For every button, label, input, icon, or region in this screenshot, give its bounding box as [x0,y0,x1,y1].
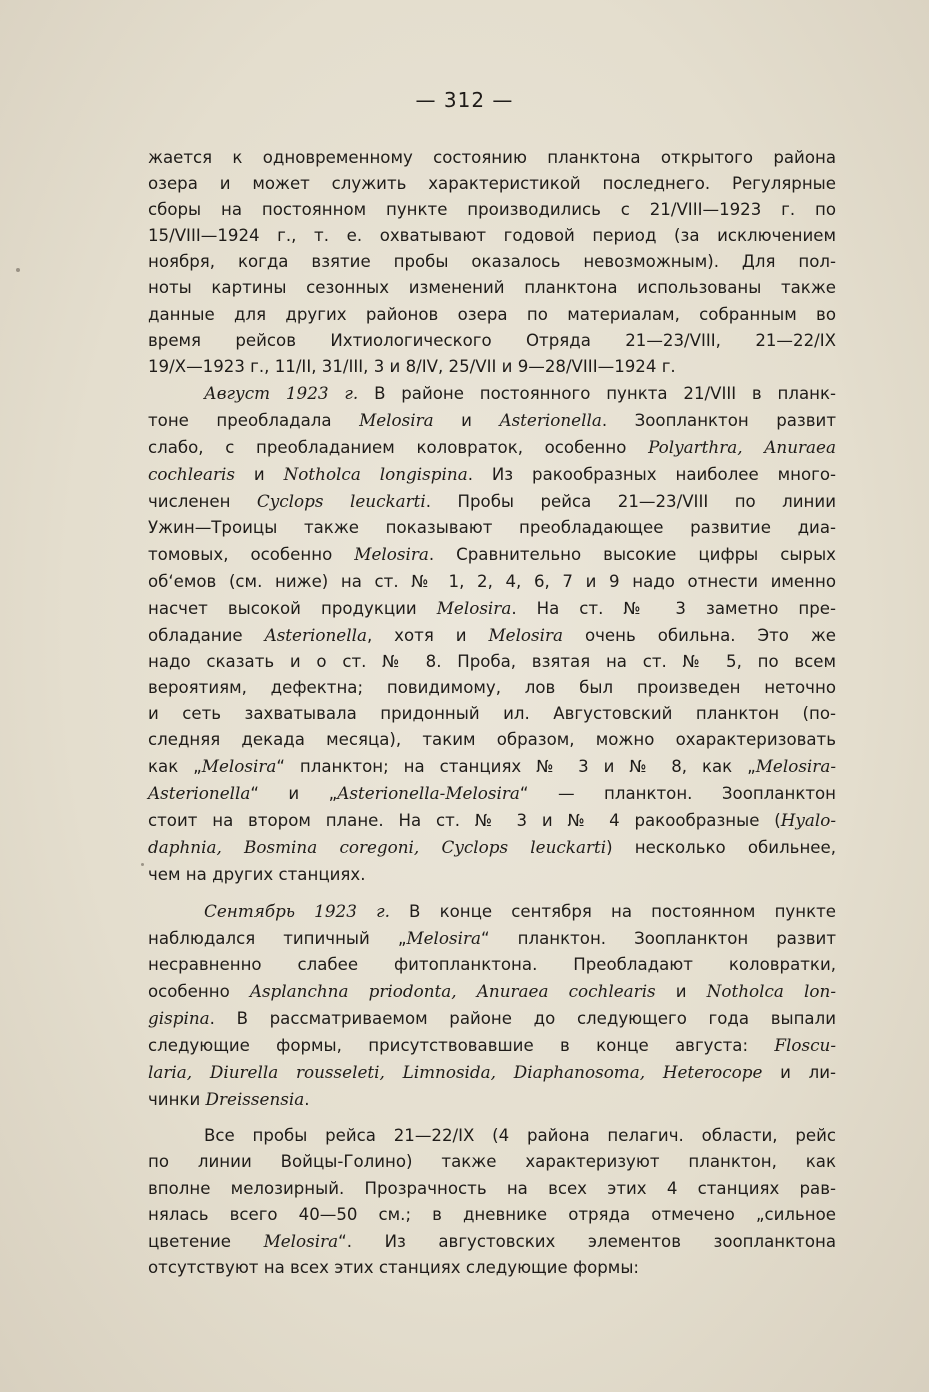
text-run: “ и „ [250,784,338,804]
print-speck [16,268,20,272]
text-run: ноты картины сезонных изменений планктона использованы также [148,278,836,298]
text-line [148,569,836,595]
text-run: ноября, когда взятие пробы оказалось невозможным). Для пол- [148,252,836,272]
text-run: цветение [148,1231,264,1251]
italic-term: Melosira [359,409,434,430]
text-line [148,1059,836,1086]
text-line [148,649,836,675]
text-line [148,145,836,171]
text-run: озера и может служить характеристикой последнего. Регулярные [148,174,836,194]
text-run: . Из ракообразных наиболее много- [467,465,836,485]
text-run: следняя декада месяца), таким образом, можно охарактеризовать [148,730,836,750]
text-run: , хотя и [366,625,489,645]
text-run: чем на других станциях. [148,864,366,884]
text-line [148,952,836,978]
text-line [148,807,836,834]
italic-term: Asplanchna priodonta, Anuraea cochlearis [249,980,656,1001]
text-run: “ планктон. Зоопланктон развит [481,928,836,948]
text-line [148,1176,836,1202]
text-run: и [235,465,284,485]
text-line [148,197,836,223]
text-run: и сеть захватывала придонный ил. Августовский планктон (по- [148,703,836,723]
text-run: . [304,1090,310,1110]
text-run: вероятиям, дефектна; повидимому, лов был произведен неточно [148,677,836,697]
italic-term: Melosira [488,624,564,645]
text-line [148,171,836,197]
text-run: В конце сентября на постоянном пункте [389,901,836,921]
italic-term: daphnia, Bosmina coregoni, Cyclops leuckarti [148,837,607,858]
text-run: Все пробы рейса 21—22/IX (4 района пелагич. области, рейс [204,1126,836,1146]
text-run: несравненно слабее фитопланктона. Преобладают коловратки, [148,954,836,974]
text-line [148,780,836,807]
text-line [148,515,836,541]
text-run: особенно [148,981,250,1001]
text-line [148,898,836,925]
italic-term: Cyclops leuckarti [256,491,426,512]
text-line [148,275,836,301]
text-run: В районе постоянного пункта 21/VIII в планк- [358,383,836,403]
text-line [148,727,836,753]
text-run: и [655,981,707,1001]
text-run: данные для других районов озера по материалам, собранным во [148,304,836,324]
paragraph-august-1923 [148,380,836,888]
text-run: насчет высокой продукции [148,598,437,618]
text-run: вполне мелозирный. Прозрачность на всех этих 4 станциях рав- [148,1178,836,1198]
paragraph-intro [148,145,836,380]
text-line [148,862,836,888]
text-run: . В рассматриваемом районе до следующего года выпали [209,1009,836,1028]
italic-term: Polyarthra, Anuraea [648,437,836,458]
italic-term: Asterionella-Melosira [337,783,520,804]
text-run: по линии Войцы-Голино) также характеризуют планктон, как [148,1152,836,1172]
italic-term: Август 1923 г. [204,382,359,403]
text-line [148,434,836,461]
text-run: обладание [148,625,265,645]
text-line [148,223,836,249]
text-run: 15/VIII—1924 г., т. е. охватывают годовой период (за исключением [148,226,836,246]
italic-term: Asterionella [499,409,602,430]
text-line [148,834,836,861]
text-line [148,461,836,488]
text-run: как „ [148,757,202,777]
text-run: сборы на постоянном пункте производились с 21/VIII—1923 г. по [148,200,836,220]
text-run: численен [148,492,257,512]
text-run: . Пробы рейса 21—23/VIII по линии [425,492,836,512]
text-line [148,1149,836,1175]
text-line [148,488,836,515]
italic-term: cochlearis [148,464,236,485]
text-run: . Сравнительно высокие цифры сырых [428,545,836,565]
italic-term: laria, Diurella rousseleti, Limnosida, Diaphanosoma, Heterocope [148,1062,763,1083]
text-run: томовых, особенно [148,545,355,565]
italic-term: Dreissensia [205,1089,305,1110]
text-line [148,1005,836,1032]
text-run: . На ст. № 3 заметно пре- [511,598,836,618]
text-run: и ли- [762,1063,836,1083]
text-run: и [433,410,500,430]
text-line [148,328,836,354]
text-line [148,978,836,1005]
text-line [148,1255,836,1281]
italic-term: Asterionella [264,624,367,645]
text-run: ) несколько обильнее, [606,838,836,858]
text-run: Ужин—Троицы также показывают преобладающее развитие диа- [148,518,836,538]
print-speck [141,863,144,866]
italic-term: Melosira [263,1230,339,1251]
text-line [148,701,836,727]
italic-term: Melosira [436,597,512,618]
text-run: чинки [148,1090,206,1110]
text-run: стоит на втором плане. На ст. № 3 и № 4 ракообразные ( [148,811,781,831]
text-run: тоне преобладала [148,410,360,430]
text-line [148,1228,836,1255]
text-line [148,302,836,328]
text-run: “. Из августовских элементов зоопланктона [338,1231,836,1251]
text-run: “ — планктон. Зоопланктон [519,784,837,804]
text-run: . Зоопланктон развит [601,410,836,430]
italic-term: Melosira [201,756,277,777]
text-line [148,407,836,434]
text-run: очень обильна. Это же [563,625,836,645]
text-run: следующие формы, присутствовавшие в конце августа: [148,1036,775,1056]
text-line [148,595,836,622]
text-run: наблюдался типичный „ [148,928,407,948]
italic-term: Floscu- [774,1035,836,1056]
italic-term: Melosira [406,927,482,948]
text-run: нялась всего 40—50 см.; в дневнике отряда отмечено „сильное [148,1204,836,1224]
text-line [148,380,836,407]
text-line [148,1123,836,1149]
text-run: слабо, с преобладанием коловраток, особенно [148,438,649,458]
italic-term: gispina [148,1008,210,1028]
text-line [148,1202,836,1228]
text-run: “ планктон; на станциях № 3 и № 8, как „ [276,757,756,777]
text-run: жается к одновременному состоянию планктона открытого района [148,148,836,167]
text-run: об‘емов (см. ниже) на ст. № 1, 2, 4, 6, 7 и 9 надо отнести именно [148,571,836,591]
body-text [148,145,836,1281]
paragraph-september-cruise [148,1123,836,1281]
italic-term: Asterionella [148,783,251,804]
text-run: надо сказать и о ст. № 8. Проба, взятая на ст. № 5, по всем [148,651,836,671]
text-line [148,925,836,952]
text-line [148,675,836,701]
italic-term: Сентябрь 1923 г. [204,900,390,921]
paragraph-september-1923 [148,898,836,1114]
italic-term: Melosira- [755,756,836,777]
text-line [148,1032,836,1059]
italic-term: Hyalo- [780,810,836,831]
text-line [148,249,836,275]
text-line [148,753,836,780]
italic-term: Melosira [354,544,429,565]
page-number: — 312 — [415,88,514,112]
italic-term: Notholca longispina [283,464,468,485]
text-run: 19/X—1923 г., 11/II, 31/III, 3 и 8/IV, 25/VII и 9—28/VIII—1924 г. [148,356,676,376]
text-line [148,541,836,568]
text-run: время рейсов Ихтиологического Отряда 21—23/VIII, 21—22/IX [148,330,836,350]
text-run: отсутствуют на всех этих станциях следующие формы: [148,1257,640,1277]
text-line [148,622,836,649]
text-line [148,354,836,380]
text-line [148,1086,836,1113]
italic-term: Notholca lon- [706,980,836,1001]
